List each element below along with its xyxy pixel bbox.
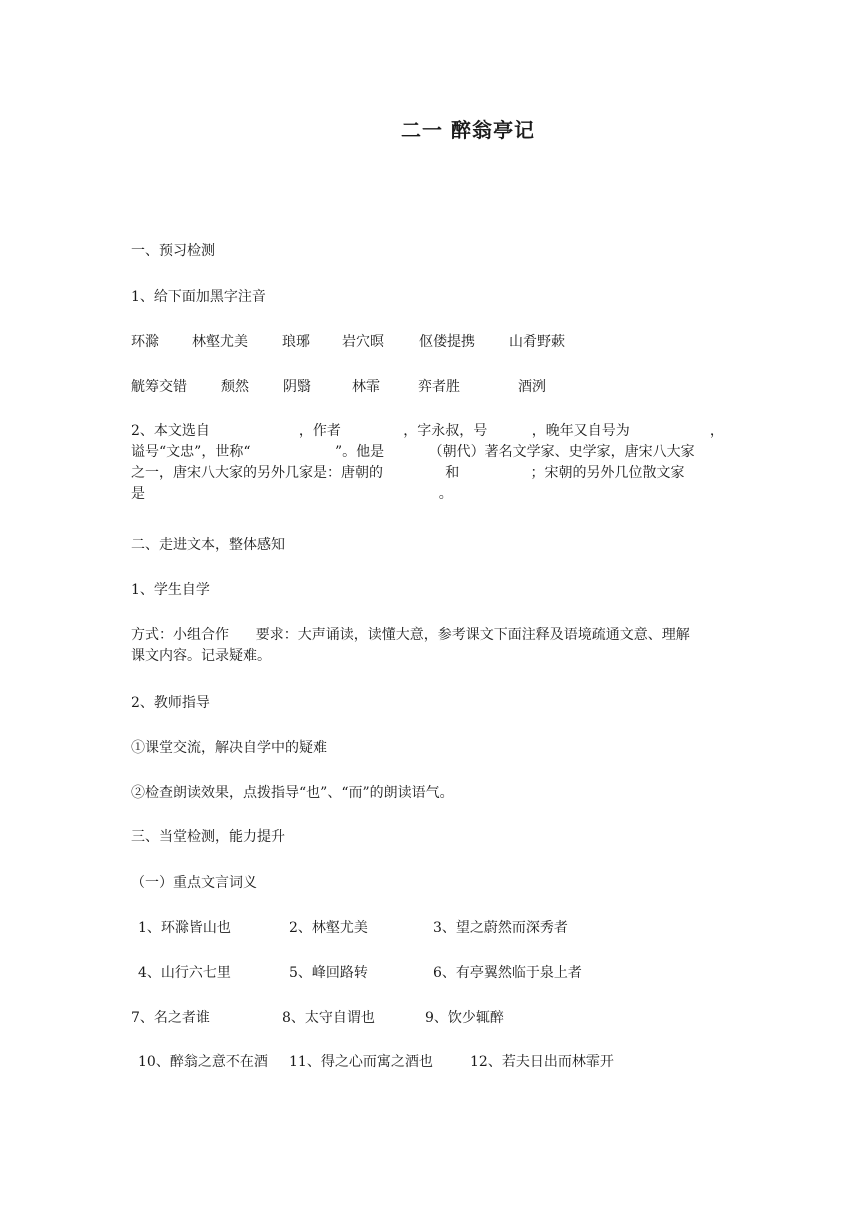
vocab-item: 2、林壑尤美 xyxy=(289,920,368,936)
pinyin-word: 弈者胜 xyxy=(418,379,460,395)
section-3-heading: 三、当堂检测，能力提升 xyxy=(131,829,285,845)
pinyin-word: 环滁 xyxy=(131,334,159,350)
vocab-item: 5、峰回路转 xyxy=(289,965,368,981)
guide-point-1: ①课堂交流，解决自学中的疑难 xyxy=(131,740,327,756)
pinyin-word: 林霏 xyxy=(352,379,380,395)
page-title: 二一 醉翁亭记 xyxy=(401,118,535,142)
vocab-item: 10、醉翁之意不在酒 xyxy=(138,1054,268,1070)
paragraph-line: 课文内容。记录疑难。 xyxy=(131,648,271,664)
pinyin-word: 觥筹交错 xyxy=(131,379,187,395)
vocab-item: 6、有亭翼然临于泉上者 xyxy=(433,965,582,981)
pinyin-word: 林壑尤美 xyxy=(192,334,248,350)
self-study-item: 1、学生自学 xyxy=(131,582,210,598)
teacher-guide-item: 2、教师指导 xyxy=(131,695,210,711)
section-2-heading: 二、走进文本，整体感知 xyxy=(131,537,285,553)
pinyin-word: 岩穴暝 xyxy=(342,334,384,350)
vocab-item: 12、若夫日出而林霏开 xyxy=(470,1054,614,1070)
pinyin-word: 伛偻提携 xyxy=(419,334,475,350)
vocab-item: 3、望之蔚然而深秀者 xyxy=(433,920,568,936)
paragraph-line: 之一，唐宋八大家的另外几家是：唐朝的 和 ；宋朝的另外几位散文家 xyxy=(131,465,685,481)
vocab-item: 1、环滁皆山也 xyxy=(138,920,231,936)
paragraph-line: 谥号“文忠”，世称“ ”。他是 （朝代）著名文学家、史学家，唐宋八大家 xyxy=(131,444,695,460)
question-1-heading: 1、给下面加黑字注音 xyxy=(131,289,266,305)
vocab-item: 4、山行六七里 xyxy=(138,965,231,981)
vocab-item: 11、得之心而寓之酒也 xyxy=(289,1054,433,1070)
pinyin-word: 山肴野蔌 xyxy=(509,334,565,350)
paragraph-line: 是 。 xyxy=(131,486,453,502)
paragraph-line: 方式：小组合作 要求：大声诵读，读懂大意，参考课文下面注释及语境疏通文意、理解 xyxy=(131,627,690,643)
method-paragraph xyxy=(131,625,729,667)
question-2-paragraph xyxy=(131,421,729,505)
pinyin-word: 阴翳 xyxy=(283,379,311,395)
guide-point-2: ②检查朗读效果，点拨指导“也”、“而”的朗读语气。 xyxy=(131,785,454,801)
pinyin-word: 酒洌 xyxy=(518,379,546,395)
vocab-item: 9、饮少辄醉 xyxy=(425,1010,504,1026)
pinyin-word: 颓然 xyxy=(221,379,249,395)
vocab-item: 7、名之者谁 xyxy=(131,1010,210,1026)
section-1-heading: 一、预习检测 xyxy=(131,243,215,259)
pinyin-word: 琅琊 xyxy=(282,334,310,350)
paragraph-line: 2、本文选自 ，作者 ，字永叔，号 ，晚年又自号为 ， xyxy=(131,423,724,439)
vocab-item: 8、太守自谓也 xyxy=(282,1010,375,1026)
subsection-1-heading: （一）重点文言词义 xyxy=(131,875,257,891)
